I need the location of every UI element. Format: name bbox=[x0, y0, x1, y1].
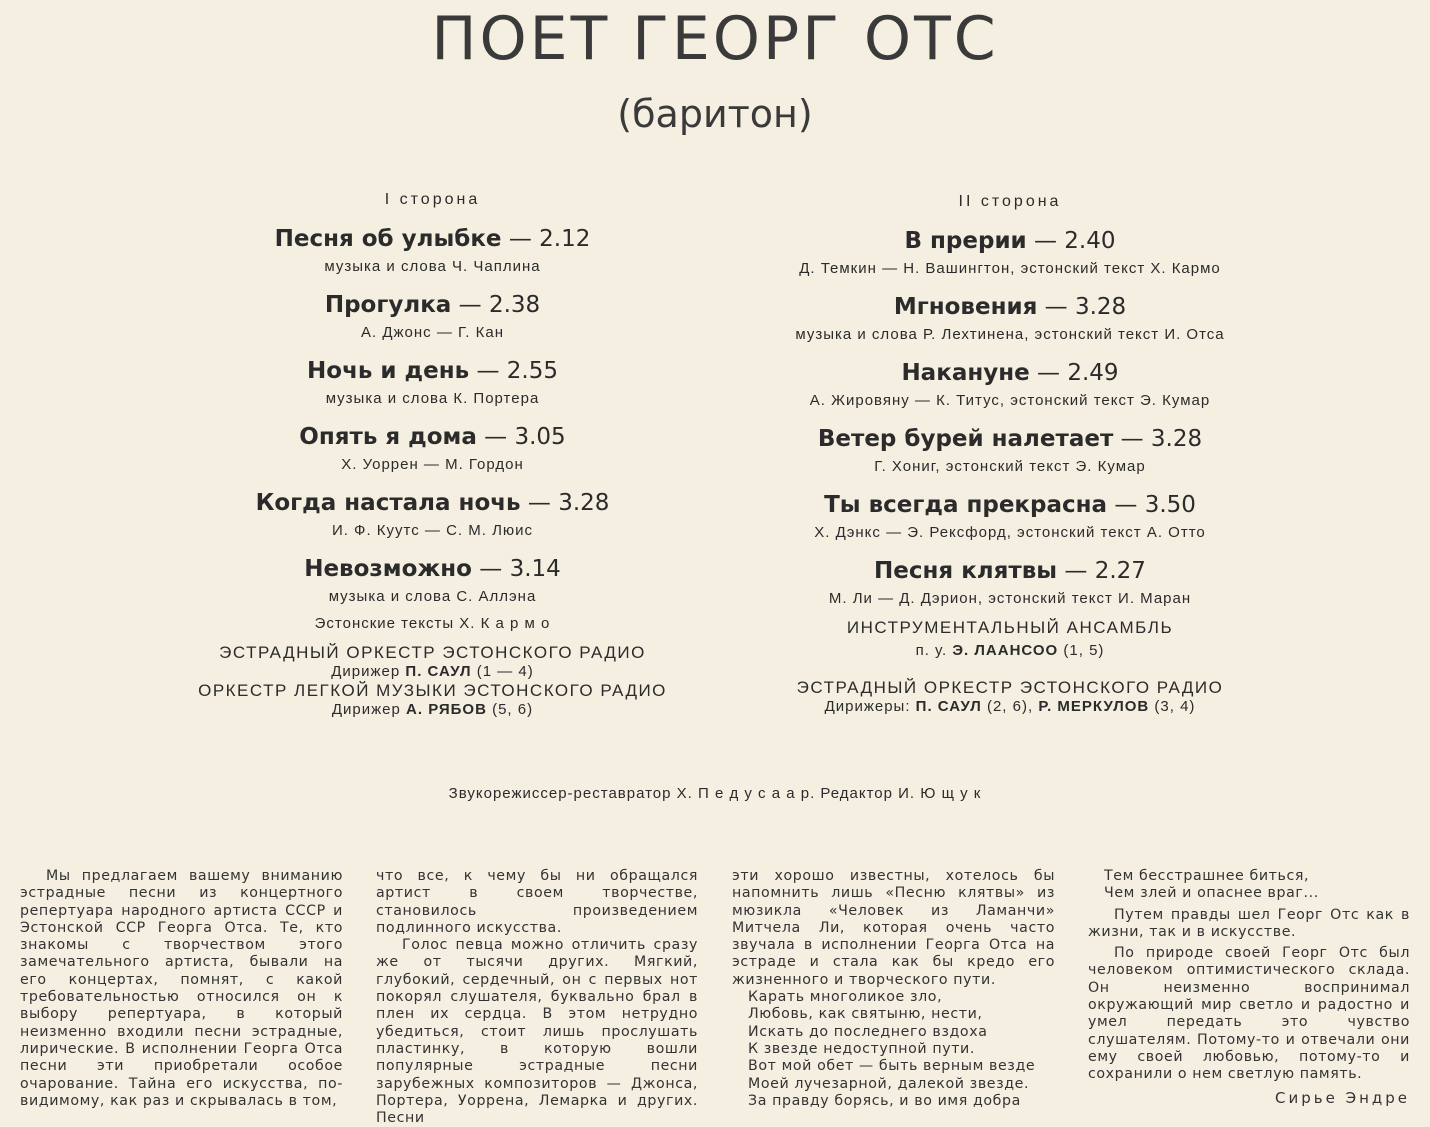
track-item bbox=[755, 290, 1265, 356]
verse-line: К звезде недоступной пути. bbox=[748, 1040, 975, 1057]
orchestra-name: ЭСТРАДНЫЙ ОРКЕСТР ЭСТОНСКОГО РАДИО bbox=[219, 643, 646, 662]
side-one bbox=[180, 188, 685, 719]
track-duration: — 3.50 bbox=[1114, 492, 1196, 518]
track-name: Опять я дома bbox=[299, 424, 477, 450]
essay-column-3 bbox=[732, 868, 1055, 1110]
track-credit: музыка и слова Ч. Чаплина bbox=[324, 258, 541, 275]
track-credit: А. Джонс — Г. Кан bbox=[361, 324, 504, 341]
verse-line: Чем злей и опаснее враг... bbox=[1104, 885, 1319, 902]
verse-line: Вот мой обет — быть верным везде bbox=[748, 1058, 1036, 1075]
conductor-tracks: (2, 6), bbox=[986, 698, 1034, 715]
side-two bbox=[755, 190, 1265, 716]
track-name: Когда настала ночь bbox=[255, 490, 521, 516]
track-item bbox=[180, 486, 685, 552]
verse-line: Карать многоликое зло, bbox=[748, 989, 943, 1006]
essay-paragraph: эти хорошо известны, хотелось бы напомнить лишь «Песню клятвы» из мюзикла «Человек из Ламанчи» Митчела Ли, которая очень часто звучала в исполнении Георга Отса на эстраде и стала как бы кредо его жизненного и творческого пути. bbox=[732, 868, 1055, 988]
track-credit: музыка и слова С. Аллэна bbox=[328, 588, 537, 605]
conductor-name: А. РЯБОВ bbox=[406, 701, 487, 718]
verse-line: Искать до последнего вздоха bbox=[748, 1023, 988, 1040]
conductor-name: П. САУЛ bbox=[915, 698, 982, 715]
essay-paragraph: что все, к чему бы ни обращался артист в своем творчестве, становилось произведением подлинного искусства. bbox=[376, 868, 698, 936]
conductor-tracks: (1 — 4) bbox=[476, 663, 534, 680]
production-credits: Звукорежиссер-реставратор Х. П е д у с а а р. Редактор И. Ю щ у к bbox=[448, 785, 982, 802]
conductors-label: Дирижеры: bbox=[824, 698, 911, 715]
track-name: Прогулка bbox=[324, 292, 452, 318]
side-one-heading: I сторона bbox=[384, 191, 481, 208]
essay-column-2 bbox=[376, 868, 698, 1127]
conductor-name: Р. МЕРКУЛОВ bbox=[1038, 698, 1150, 715]
track-credit: музыка и слова К. Портера bbox=[325, 390, 540, 407]
track-name: Песня об улыбке bbox=[274, 226, 502, 252]
verse-line: Тем бесстрашнее биться, bbox=[1104, 868, 1310, 884]
track-credit: Х. Уоррен — М. Гордон bbox=[341, 456, 524, 473]
track-duration: — 3.28 bbox=[1120, 426, 1203, 452]
track-name: Ночь и день bbox=[307, 358, 470, 384]
track-item bbox=[180, 420, 685, 486]
conductor-label: Дирижер bbox=[331, 663, 401, 680]
conductor-tracks: (3, 4) bbox=[1154, 698, 1196, 715]
track-name: Ветер бурей налетает bbox=[817, 426, 1114, 452]
track-duration: — 2.55 bbox=[476, 358, 558, 384]
track-duration: — 2.27 bbox=[1064, 558, 1146, 584]
essay-signature: Сирье Эндре bbox=[1275, 1088, 1410, 1107]
track-duration: — 2.40 bbox=[1033, 228, 1116, 254]
conductor-label: Дирижер bbox=[331, 701, 401, 718]
essay-paragraph: Путем правды шел Георг Отс как в жизни, так и в искусстве. bbox=[1088, 906, 1410, 940]
lyrics-credit: Эстонские тексты Х. К а р м о bbox=[314, 615, 551, 632]
track-item bbox=[755, 488, 1265, 554]
track-name: Мгновения bbox=[893, 294, 1038, 320]
track-name: Накануне bbox=[901, 360, 1030, 386]
essay-paragraph: Голос певца можно отличить сразу же от тысячи других. Мягкий, глубокий, сердечный, он с первых нот покорял слушателя, буквально брал в плен их сердца. В этом нетрудно убедиться, стоит лишь прослушать пластинку, в которую вошли популярные эстрадные песни зарубежных композиторов — Джонса, Портера, Уоррена, Лемарка и других. Песни bbox=[376, 937, 698, 1127]
track-credit: Д. Темкин — Н. Вашингтон, эстонский текст Х. Кармо bbox=[799, 260, 1221, 277]
track-credit: Х. Дэнкс — Э. Рексфорд, эстонский текст А. Отто bbox=[814, 524, 1206, 541]
album-subtitle: (баритон) bbox=[617, 92, 813, 136]
track-name: Ты всегда прекрасна bbox=[824, 492, 1108, 518]
track-credit: А. Жировяну — К. Титус, эстонский текст Э. Кумар bbox=[809, 392, 1211, 409]
ensemble-name: ИНСТРУМЕНТАЛЬНЫЙ АНСАМБЛЬ bbox=[846, 618, 1174, 637]
essay-column-4 bbox=[1088, 868, 1410, 1107]
track-name: Невозможно bbox=[304, 556, 472, 582]
verse-line: Любовь, как святыню, нести, bbox=[748, 1006, 983, 1023]
track-item bbox=[180, 222, 685, 288]
track-item bbox=[180, 354, 685, 420]
track-duration: — 2.49 bbox=[1037, 360, 1119, 386]
essay-column-1 bbox=[20, 868, 343, 1110]
orchestra-name: ОРКЕСТР ЛЕГКОЙ МУЗЫКИ ЭСТОНСКОГО РАДИО bbox=[198, 681, 667, 700]
side-two-heading: II сторона bbox=[958, 193, 1062, 210]
album-title: ПОЕТ ГЕОРГ ОТС bbox=[431, 4, 999, 74]
track-item bbox=[755, 356, 1265, 422]
track-item bbox=[755, 422, 1265, 488]
track-item bbox=[180, 552, 685, 618]
ensemble-tracks: (1, 5) bbox=[1063, 642, 1105, 659]
essay-paragraph: По природе своей Георг Отс был человеком оптимистического склада. Он неизменно воспринимал окружающий мир светло и радостно и умел передать это чувство слушателям. Потому-то и отвечали они ему своей любовью, потому-то и сохранили о нем светлую память. bbox=[1088, 945, 1410, 1083]
verse-line: За правду борясь, и во имя добра bbox=[748, 1092, 1021, 1109]
orchestra-name: ЭСТРАДНЫЙ ОРКЕСТР ЭСТОНСКОГО РАДИО bbox=[796, 678, 1224, 697]
track-item bbox=[755, 224, 1265, 290]
verse-line: Моей лучезарной, далекой звезде. bbox=[748, 1075, 1030, 1092]
track-name: Песня клятвы bbox=[874, 558, 1058, 584]
track-duration: — 2.38 bbox=[458, 292, 541, 318]
ensemble-lead-label: п. у. bbox=[915, 642, 948, 659]
track-credit: Г. Хониг, эстонский текст Э. Кумар bbox=[874, 458, 1146, 475]
track-duration: — 2.12 bbox=[508, 226, 591, 252]
track-credit: И. Ф. Куутс — С. М. Люис bbox=[331, 522, 534, 539]
essay-paragraph: Мы предлагаем вашему вниманию эстрадные песни из концертного репертуара народного артиста СССР и Эстонской ССР Георга Отса. Те, кто знакомы с творчеством этого замечательного артиста, бывали на его концертах, помнят, с какой требовательностью относился он к выбору репертуара, в который неизменно входили песни эстрадные, лирические. В исполнении Георга Отса песни эти приобретали особое очарование. Тайна его искусства, по-видимому, как раз и скрывалась в том, bbox=[20, 868, 343, 1109]
track-duration: — 3.28 bbox=[527, 490, 610, 516]
track-name: В прерии bbox=[904, 228, 1027, 254]
conductor-tracks: (5, 6) bbox=[492, 701, 534, 718]
track-credit: М. Ли — Д. Дэрион, эстонский текст И. Маран bbox=[828, 590, 1192, 607]
ensemble-lead-name: Э. ЛААНСОО bbox=[952, 642, 1059, 659]
conductor-name: П. САУЛ bbox=[405, 663, 472, 680]
track-duration: — 3.28 bbox=[1044, 294, 1127, 320]
track-duration: — 3.05 bbox=[484, 424, 566, 450]
track-duration: — 3.14 bbox=[479, 556, 561, 582]
track-credit: музыка и слова Р. Лехтинена, эстонский текст И. Отса bbox=[795, 326, 1225, 343]
track-item bbox=[180, 288, 685, 354]
track-item bbox=[755, 554, 1265, 620]
